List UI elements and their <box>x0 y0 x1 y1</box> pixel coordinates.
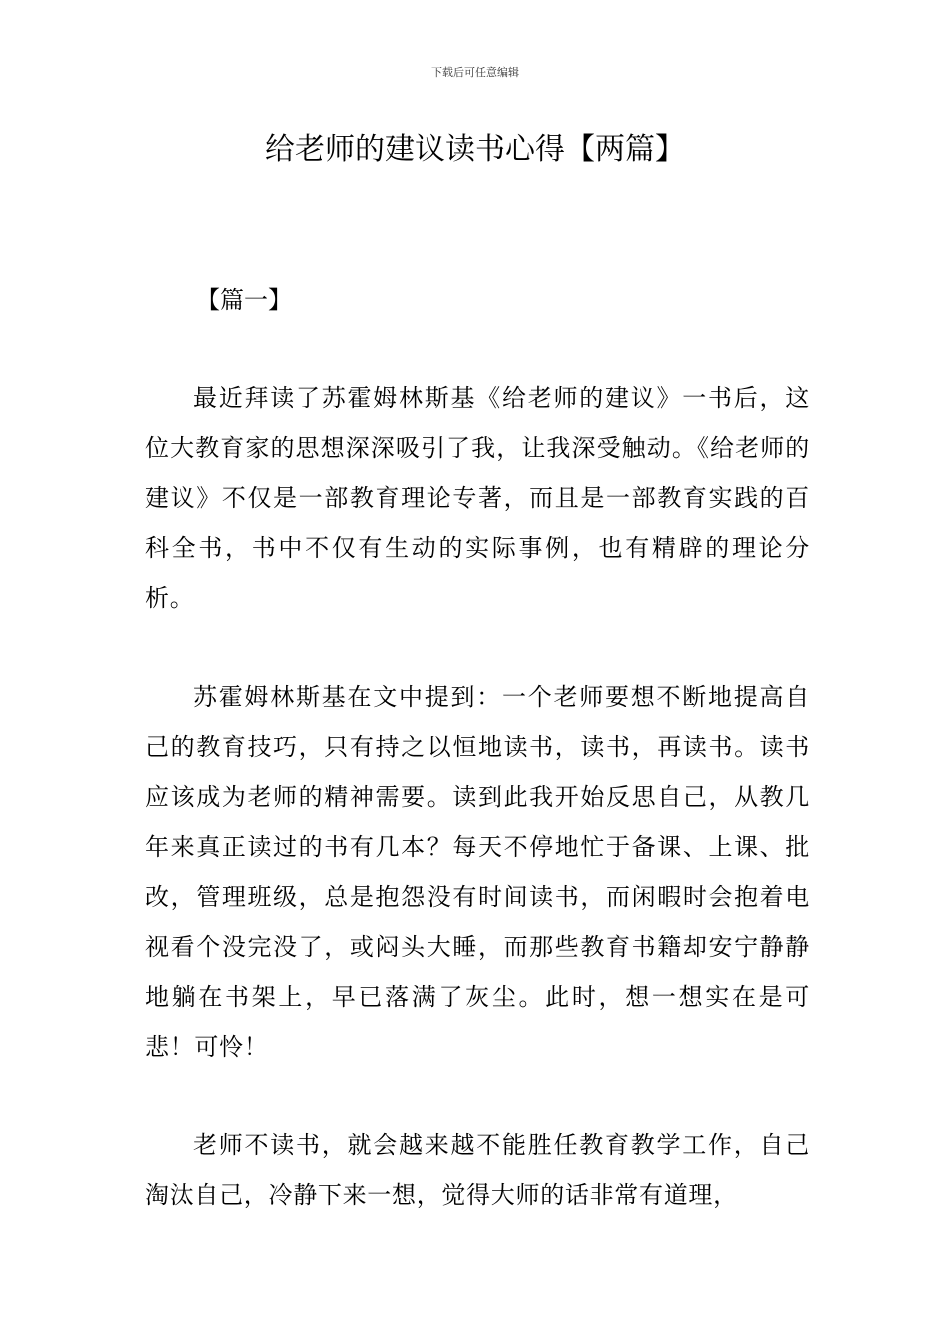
paragraph-2: 苏霍姆林斯基在文中提到：一个老师要想不断地提高自己的教育技巧，只有持之以恒地读书，读书，再读书。读书应该成为老师的精神需要。读到此我开始反思自己，从教几年来真正读过的书有几本？每天不停地忙于备课、上课、批改，管理班级，总是抱怨没有时间读书，而闲暇时会抱着电视看个没完没了，或闷头大睡，而那些教育书籍却安宁静静地躺在书架上，早已落满了灰尘。此时，想一想实在是可悲！可怜！ <box>145 683 810 1061</box>
paragraph-1: 最近拜读了苏霍姆林斯基《给老师的建议》一书后，这位大教育家的思想深深吸引了我，让我深受触动。《给老师的建议》不仅是一部教育理论专著，而且是一部教育实践的百科全书，书中不仅有生动的实际事例，也有精辟的理论分析。 <box>145 384 810 612</box>
header-note: 下载后可任意编辑 <box>431 66 519 79</box>
document-title: 给老师的建议读书心得【两篇】 <box>265 132 685 167</box>
section-label: 【篇一】 <box>196 286 292 314</box>
paragraph-3: 老师不读书，就会越来越不能胜任教育教学工作，自己淘汰自己，冷静下来一想，觉得大师的话非常有道理， <box>145 1131 810 1209</box>
